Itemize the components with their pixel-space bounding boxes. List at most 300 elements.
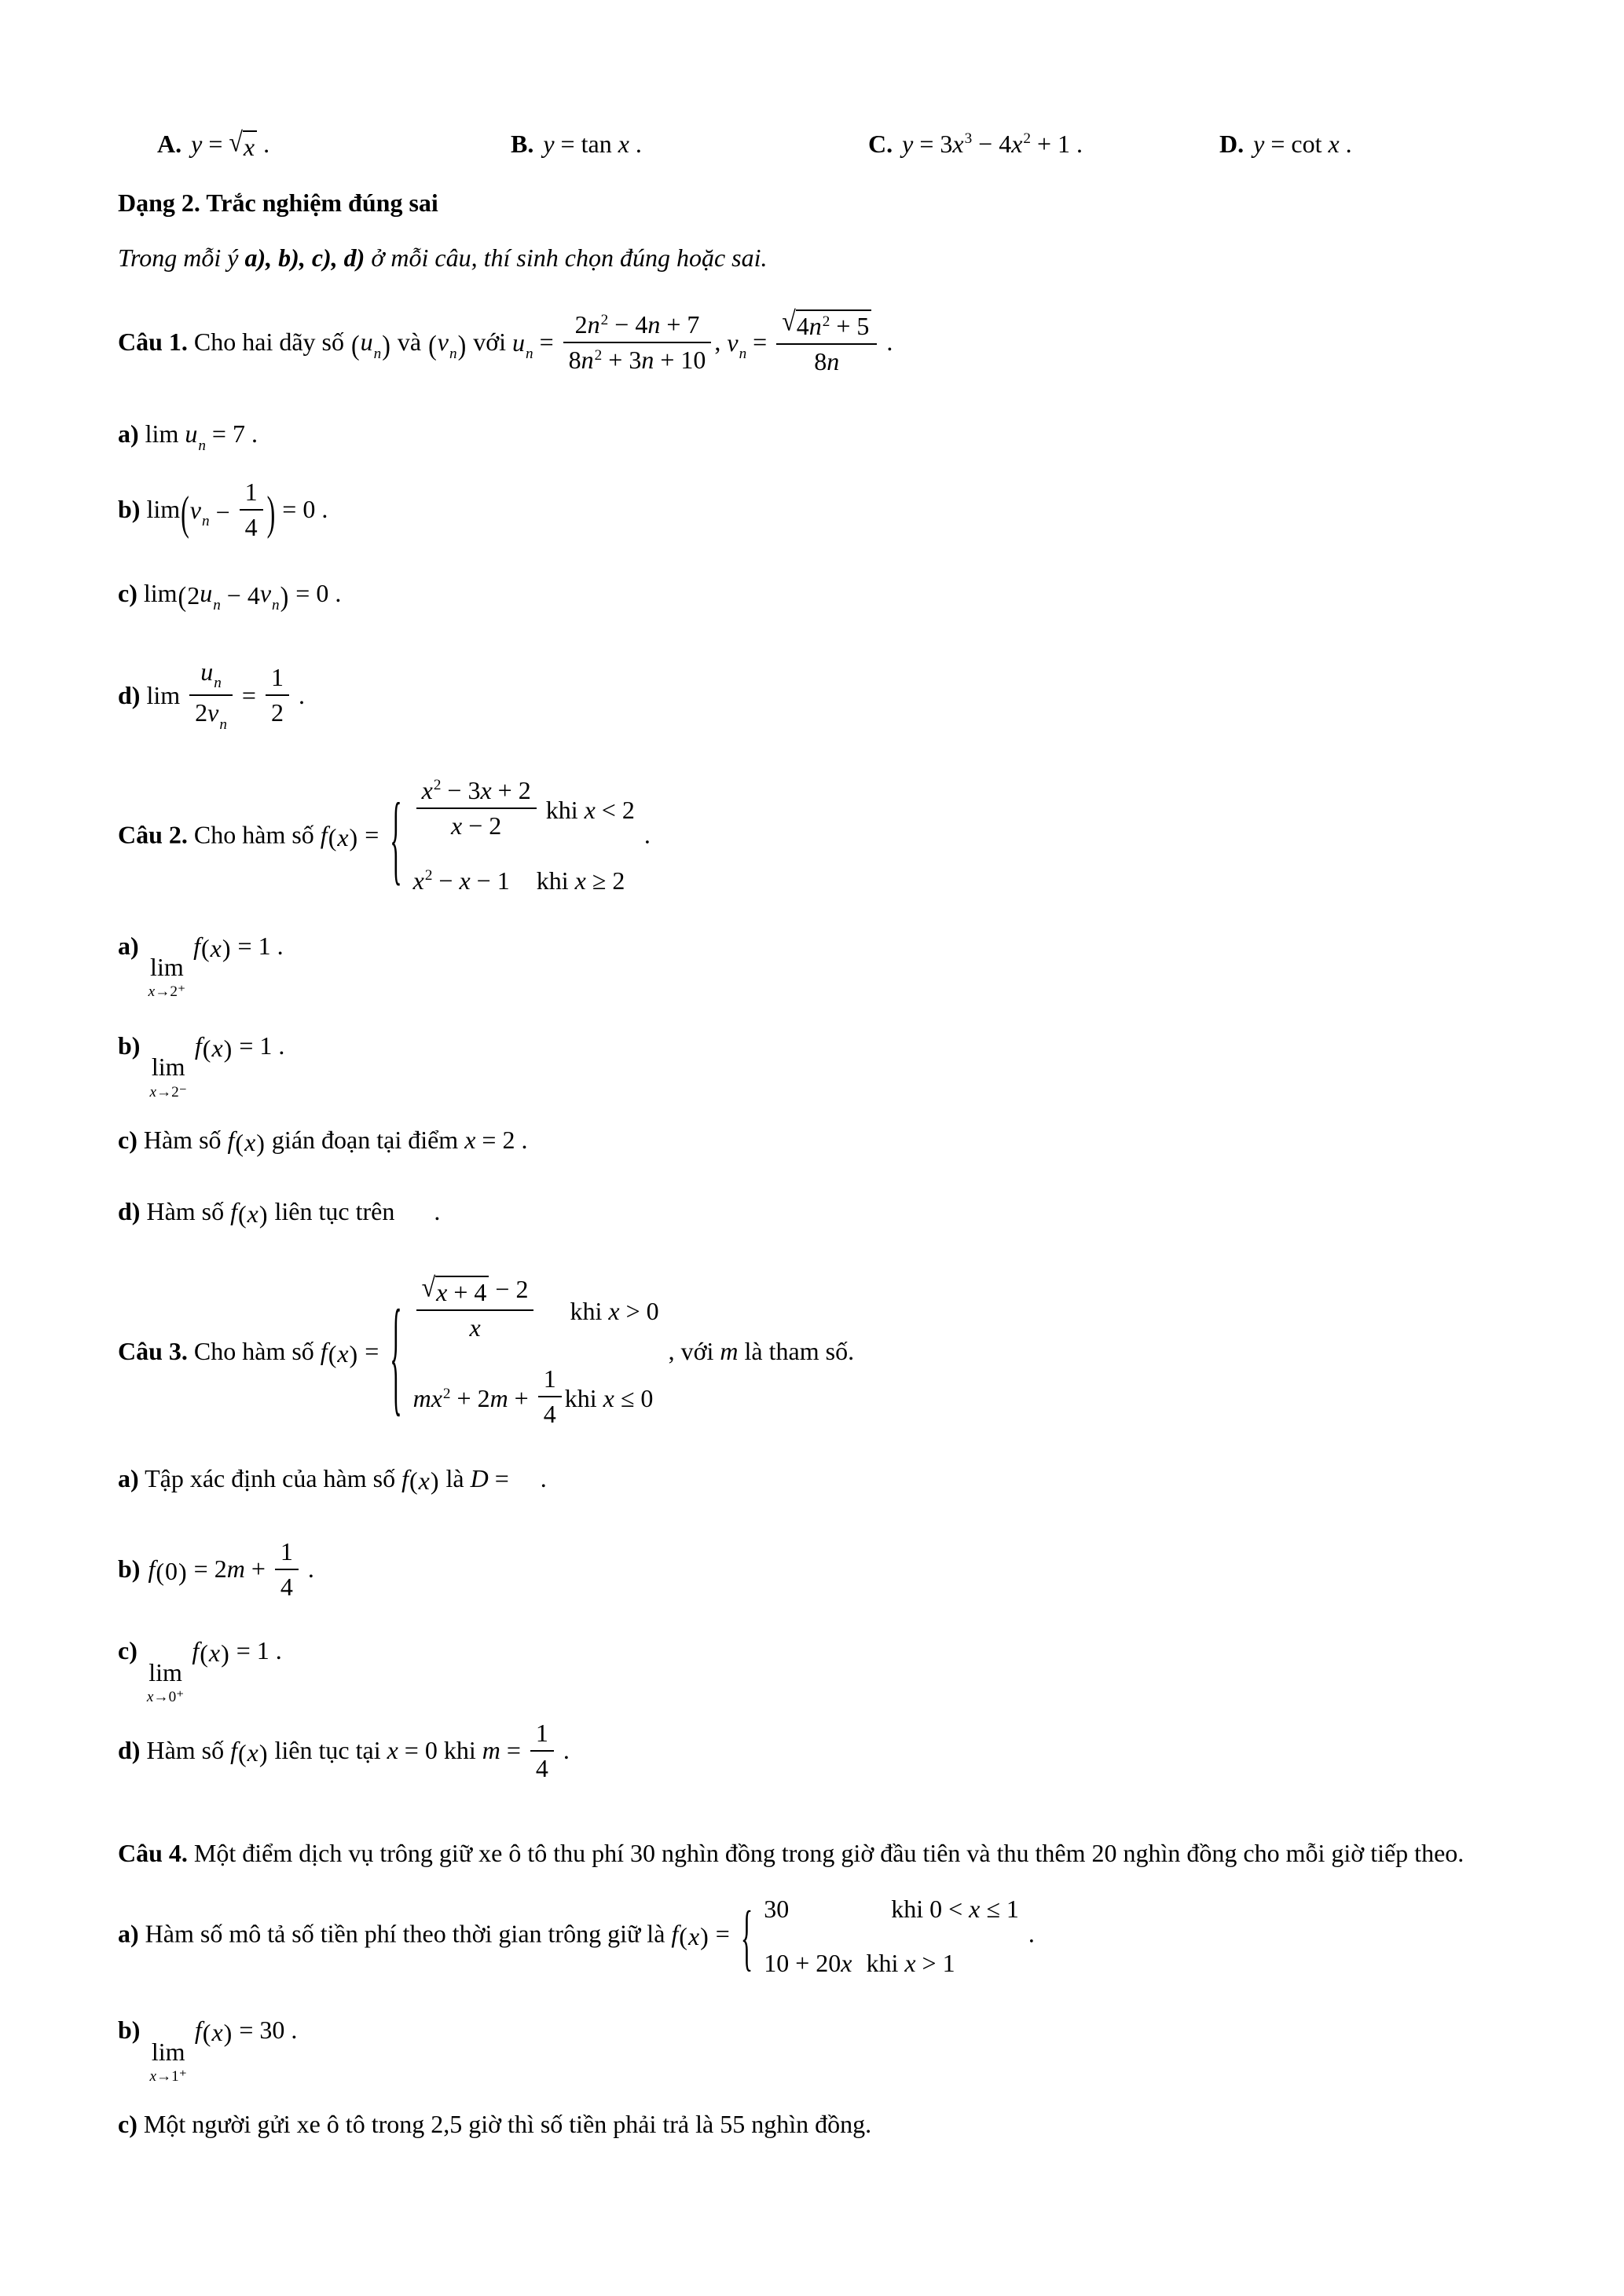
bold-label: c): [118, 1125, 137, 1154]
lim-subscript: [147, 1690, 184, 1705]
radicand: [243, 130, 257, 162]
parenthesized-group: [678, 1920, 709, 1954]
math-variable: x: [436, 1278, 448, 1307]
lim-subscript: [149, 1085, 186, 1100]
text-run: lim: [138, 419, 185, 448]
math-variable: n: [272, 596, 280, 613]
math-variable: x: [464, 1125, 476, 1154]
paren-body: [247, 1736, 258, 1770]
bold-label: Câu 4.: [118, 1838, 188, 1867]
text-run: > 0: [619, 1296, 659, 1325]
bold-label: c): [118, 1636, 137, 1665]
cau1-statement: [118, 306, 1565, 379]
denominator: [275, 1570, 299, 1602]
subscript: [449, 346, 457, 362]
cau4-item-a: [118, 1892, 1565, 1980]
denominator: [240, 511, 263, 543]
open-paren: (: [679, 1922, 687, 1951]
parenthesized-group: [328, 1337, 359, 1371]
text-run: 10 + 20: [764, 1949, 841, 1978]
subscripted-term: [185, 419, 206, 454]
text-run: 1: [270, 663, 284, 692]
close-paren: ): [280, 580, 289, 612]
fraction: [240, 477, 263, 543]
bold-italic-text: a), b), c), d): [244, 244, 365, 273]
text-run: Cho hai dãy số: [187, 328, 350, 357]
bold-label: Dạng 2. Trắc nghiệm đúng sai: [118, 189, 438, 217]
close-paren: ): [258, 1199, 268, 1229]
paren-body: [211, 2016, 222, 2049]
paren-body: [361, 325, 382, 364]
numerator: [416, 1274, 534, 1311]
math-variable: m: [412, 1384, 431, 1413]
case-row: [413, 864, 625, 898]
paren-body: [419, 1464, 430, 1498]
math-variable: n: [587, 310, 600, 339]
math-variable: n: [201, 513, 210, 530]
brace: {: [390, 780, 402, 895]
brace: {: [740, 1894, 753, 1979]
radical-sign: √: [782, 306, 796, 337]
cau3-statement: [118, 1272, 1565, 1431]
cases-rows: [764, 1892, 1019, 1980]
bold-label: b): [118, 1554, 141, 1583]
close-paren: ): [223, 1034, 233, 1063]
text-run: 2: [424, 867, 433, 884]
bold-label: b): [118, 495, 141, 524]
superscripted-term: [809, 312, 830, 340]
square-root: [421, 1272, 489, 1307]
cau1-item-a: [118, 417, 1565, 456]
superscript: [425, 867, 433, 884]
text-run: 4: [796, 312, 809, 341]
text-run: lim: [140, 680, 187, 709]
option-d: [1219, 130, 1352, 159]
superscript: [1023, 130, 1031, 147]
radicand: [796, 309, 872, 341]
limit: [148, 954, 185, 999]
text-run: = 1 .: [229, 1636, 282, 1665]
fraction: [266, 662, 289, 728]
text-run: 1: [543, 1364, 556, 1393]
text-run: 1: [280, 1536, 293, 1565]
cau2-statement: [118, 775, 1565, 898]
fraction: [563, 309, 712, 375]
text-run: .: [880, 328, 893, 357]
bold-label: Câu 2.: [118, 820, 188, 849]
lim-word: lim: [148, 1657, 182, 1686]
math-variable: n: [827, 347, 840, 376]
text-run: Tập xác định của hàm số: [138, 1463, 402, 1492]
math-variable: x: [904, 1949, 916, 1978]
text-run: →0⁺: [153, 1688, 185, 1705]
text-run: liên tục tại: [268, 1736, 387, 1765]
close-paren: ): [221, 1639, 229, 1668]
text-run: , với: [662, 1337, 720, 1366]
text-run: liên tục trên: [268, 1197, 401, 1226]
text-run: .: [301, 1554, 314, 1583]
parenthesized-group: [237, 1736, 269, 1770]
lim-subscript: [149, 2069, 186, 2084]
cau1-item-b: [118, 479, 1565, 545]
fraction: [416, 1274, 534, 1343]
math-variable: f: [148, 1554, 156, 1583]
text-run: = 0 .: [289, 579, 342, 608]
math-variable: y: [543, 130, 555, 158]
text-run: .: [257, 130, 270, 158]
math-variable: x: [247, 1199, 258, 1229]
paren-body: [165, 1554, 178, 1588]
text-run: .: [434, 1197, 441, 1226]
text-run: = 3: [913, 130, 953, 158]
superscript: [443, 1386, 451, 1402]
math-variable: v: [207, 698, 219, 727]
parenthesized-group: [202, 2016, 233, 2049]
bold-label: d): [118, 680, 141, 709]
cau4-item-c: [118, 2107, 1565, 2141]
math-variable: f: [194, 2016, 202, 2045]
fraction: [416, 775, 537, 841]
parenthesized-group: [199, 1636, 230, 1670]
text-run: 2: [442, 1385, 451, 1402]
math-variable: n: [198, 437, 206, 454]
text-run: Hàm số mô tả số tiền phí theo thời gian trông giữ là: [138, 1919, 672, 1948]
text-run: = 30 .: [233, 2016, 298, 2045]
close-paren: ): [266, 485, 276, 540]
math-variable: x: [1011, 130, 1023, 158]
text-run: là: [439, 1463, 471, 1492]
math-variable: f: [193, 931, 200, 960]
paren-body: [209, 1636, 220, 1670]
text-run: +: [508, 1384, 535, 1413]
text-run: Hàm số: [140, 1736, 231, 1765]
math-variable: n: [219, 716, 227, 733]
numerator: [266, 662, 289, 696]
spacer: [184, 1658, 192, 1659]
math-variable: y: [1253, 130, 1265, 158]
text-run: =: [202, 130, 229, 158]
text-run: →2⁺: [155, 983, 186, 1001]
text-run: Hàm số: [137, 1125, 228, 1154]
bold-label: a): [118, 931, 139, 960]
spacer: [137, 1658, 147, 1659]
paren-body: [187, 577, 279, 616]
text-run: + 7: [660, 310, 700, 339]
text-run: =: [235, 680, 262, 709]
text-run: →2⁻: [156, 1083, 187, 1100]
math-variable: u: [512, 328, 526, 357]
math-variable: x: [243, 133, 255, 161]
text-run: khi: [866, 1949, 905, 1978]
cau3-item-c: [118, 1634, 1565, 1705]
parenthesized-group: [178, 577, 290, 616]
subscript: [739, 346, 747, 362]
subscripted-term: [438, 325, 457, 364]
spacer: [789, 1909, 891, 1910]
math-variable: m: [226, 1554, 245, 1583]
italic-text: ở mỗi câu, thí sinh chọn đúng hoặc sai.: [365, 244, 768, 273]
math-variable: m: [482, 1736, 500, 1765]
math-variable: x: [208, 1639, 221, 1668]
superscripted-term: [431, 1382, 451, 1415]
text-run: − 2: [462, 811, 502, 840]
subscripted-term: [190, 493, 210, 533]
math-variable: x: [618, 130, 629, 158]
open-paren: (: [200, 1639, 208, 1668]
math-variable: f: [671, 1919, 679, 1948]
math-variable: x: [480, 775, 492, 804]
limit: [147, 1659, 184, 1705]
cau3-item-a: [118, 1462, 1565, 1498]
math-variable: x: [574, 866, 586, 895]
parenthesized-group: [180, 479, 276, 545]
fraction: [275, 1536, 299, 1602]
open-paren: (: [235, 1128, 244, 1157]
subscripted-term: [361, 325, 382, 364]
text-run: 2: [594, 346, 603, 364]
math-variable: f: [192, 1636, 200, 1665]
paren-body: [244, 1126, 255, 1159]
answer-options-row: [118, 126, 1565, 170]
math-variable: n: [581, 346, 594, 375]
bold-label: a): [118, 1919, 139, 1948]
open-paren: (: [201, 934, 210, 963]
subscript: [272, 597, 280, 613]
math-variable: x: [247, 1738, 258, 1767]
superscripted-term: [413, 864, 433, 898]
superscript: [965, 130, 973, 147]
superscript: [434, 777, 442, 793]
math-variable: x: [146, 1688, 154, 1705]
text-run: − 4: [220, 581, 260, 610]
cau2-item-b: [118, 1029, 1565, 1100]
bold-label: B.: [511, 130, 534, 158]
text-run: 4: [535, 1753, 548, 1782]
math-variable: y: [902, 130, 914, 158]
math-variable: x: [952, 130, 964, 158]
math-variable: x: [469, 1313, 481, 1342]
text-run: − 4: [972, 130, 1012, 158]
text-run: + 3: [602, 346, 642, 375]
radicand: [435, 1276, 489, 1307]
text-run: và: [390, 328, 428, 357]
superscripted-term: [422, 776, 442, 804]
math-variable: x: [451, 811, 463, 840]
option-b: [511, 130, 642, 159]
text-run: 3: [964, 130, 973, 148]
parenthesized-group: [234, 1126, 266, 1159]
text-run: Cho hàm số: [187, 1337, 321, 1366]
case-row: [413, 1272, 659, 1346]
paren-body: [337, 821, 348, 855]
subscript: [213, 597, 221, 613]
text-run: =: [358, 820, 386, 849]
math-variable: x: [418, 1466, 430, 1495]
text-run: = cot: [1264, 130, 1329, 158]
text-run: − 4: [608, 310, 648, 339]
bold-label: C.: [868, 130, 893, 158]
text-run: 2: [195, 698, 208, 727]
piecewise-cases: [390, 775, 635, 898]
italic-text: Trong mỗi ý: [118, 244, 245, 273]
text-run: 2: [1023, 130, 1031, 148]
text-run: 8: [568, 346, 581, 375]
text-run: gián đoạn tại điểm: [265, 1125, 465, 1154]
numerator: [538, 1364, 562, 1397]
math-variable: x: [603, 1384, 614, 1413]
denominator: [776, 345, 877, 377]
text-run: = 2 .: [475, 1125, 528, 1154]
close-paren: ): [349, 823, 358, 852]
brace: {: [390, 1280, 402, 1428]
math-variable: x: [687, 1921, 700, 1950]
math-variable: y: [191, 130, 203, 158]
case-row: [764, 1946, 955, 1980]
text-run: =: [488, 1463, 515, 1492]
text-run: khi: [539, 796, 585, 825]
math-variable: u: [200, 579, 213, 608]
numerator: [563, 309, 712, 343]
math-variable: v: [259, 579, 272, 608]
option-c: [868, 130, 1083, 159]
superscript: [595, 347, 603, 364]
math-variable: D: [470, 1463, 489, 1492]
bold-label: Câu 3.: [118, 1337, 188, 1366]
case-row: [413, 1366, 654, 1432]
text-run: 2: [574, 310, 588, 339]
subscripted-term: [727, 328, 747, 363]
denominator: [189, 696, 233, 734]
text-run: .: [629, 130, 642, 158]
subscript: [202, 513, 210, 529]
text-run: 2: [270, 698, 284, 727]
denominator: [538, 1397, 562, 1430]
case-row: [764, 1892, 1019, 1926]
text-run: 30: [764, 1894, 790, 1923]
text-run: khi: [570, 1296, 609, 1325]
text-run: ≤ 1: [980, 1894, 1019, 1923]
text-run: ≥ 2: [585, 866, 625, 895]
open-paren: (: [202, 1034, 211, 1063]
fraction: [776, 308, 877, 377]
text-run: = tan: [554, 130, 618, 158]
fraction: [530, 1718, 554, 1784]
cau2-item-c: [118, 1123, 1565, 1159]
instruction-line: [118, 241, 1565, 275]
math-variable: n: [526, 346, 533, 363]
cau4-statement: [118, 1825, 1565, 1880]
lim-subscript: [148, 984, 185, 999]
denominator: [416, 1311, 534, 1343]
radical-sign: √: [229, 126, 243, 158]
numerator: [530, 1718, 554, 1752]
square-root: [229, 126, 257, 162]
spacer: [537, 1311, 570, 1312]
paren-body: [337, 1337, 348, 1371]
text-run: < 2: [595, 796, 635, 825]
math-variable: n: [808, 312, 822, 341]
text-run: ,: [714, 328, 728, 357]
text-run: ≤ 0: [614, 1384, 654, 1413]
text-run: 4: [543, 1399, 556, 1428]
bold-label: A.: [157, 130, 182, 158]
text-run: +: [244, 1554, 272, 1583]
text-run: −: [209, 497, 236, 526]
math-variable: m: [720, 1337, 739, 1366]
text-run: 2: [600, 311, 609, 328]
cau2-item-d: [118, 1195, 1565, 1231]
math-variable: n: [641, 346, 654, 375]
text-run: là tham số.: [738, 1337, 855, 1366]
text-run: .: [1021, 1919, 1035, 1948]
math-variable: x: [412, 866, 424, 895]
text-run: Hàm số: [140, 1197, 231, 1226]
subscript: [214, 675, 222, 691]
limit: [149, 2038, 186, 2084]
text-run: − 1: [470, 866, 510, 895]
radical-sign: √: [421, 1272, 436, 1303]
math-variable: x: [969, 1894, 981, 1923]
text-run: = 1 .: [233, 1031, 285, 1060]
math-variable: n: [449, 346, 457, 362]
text-run: + 5: [830, 312, 870, 341]
math-variable: x: [211, 2018, 223, 2047]
limit: [149, 1053, 186, 1099]
cau1-item-c: [118, 577, 1565, 616]
math-variable: f: [194, 1031, 202, 1060]
math-variable: x: [459, 866, 471, 895]
math-variable: x: [421, 775, 433, 804]
lim-word: lim: [151, 2037, 185, 2066]
subscript: [198, 438, 206, 454]
math-variable: x: [1328, 130, 1340, 158]
math-variable: v: [189, 495, 201, 524]
open-paren: (: [428, 328, 437, 361]
text-run: 4: [244, 513, 258, 542]
close-paren: ): [700, 1922, 709, 1951]
text-run: 1: [535, 1718, 548, 1747]
math-variable: f: [320, 820, 328, 849]
text-run: =: [500, 1736, 527, 1765]
text-run: = 1 .: [231, 931, 284, 960]
math-variable: n: [214, 675, 222, 692]
numerator: [416, 775, 537, 809]
subscript: [219, 716, 227, 733]
paren-body: [190, 479, 266, 545]
close-paren: ): [258, 1738, 268, 1767]
open-paren: (: [238, 1738, 247, 1767]
parenthesized-group: [200, 932, 232, 965]
subscripted-term: [200, 657, 222, 692]
text-run: lim: [140, 495, 181, 524]
math-variable: n: [373, 346, 382, 362]
superscripted-term: [588, 310, 609, 339]
case-row: [413, 775, 635, 844]
open-paren: (: [328, 1339, 337, 1368]
open-paren: (: [328, 823, 337, 852]
paren-body: [211, 932, 222, 965]
fraction: [538, 1364, 562, 1430]
math-variable: n: [213, 596, 221, 613]
spacer: [401, 1219, 434, 1220]
text-run: Một điểm dịch vụ trông giữ xe ô tô thu phí 30 nghìn đồng trong giờ đầu tiên và thu thêm 20 nghìn đồng cho mỗi giờ tiếp theo.: [187, 1838, 1465, 1867]
cases-rows: [412, 775, 635, 898]
math-variable: v: [727, 328, 739, 357]
open-paren: (: [238, 1199, 247, 1229]
close-paren: ): [382, 328, 390, 361]
fraction: [189, 657, 233, 734]
text-run: + 4: [447, 1278, 487, 1307]
